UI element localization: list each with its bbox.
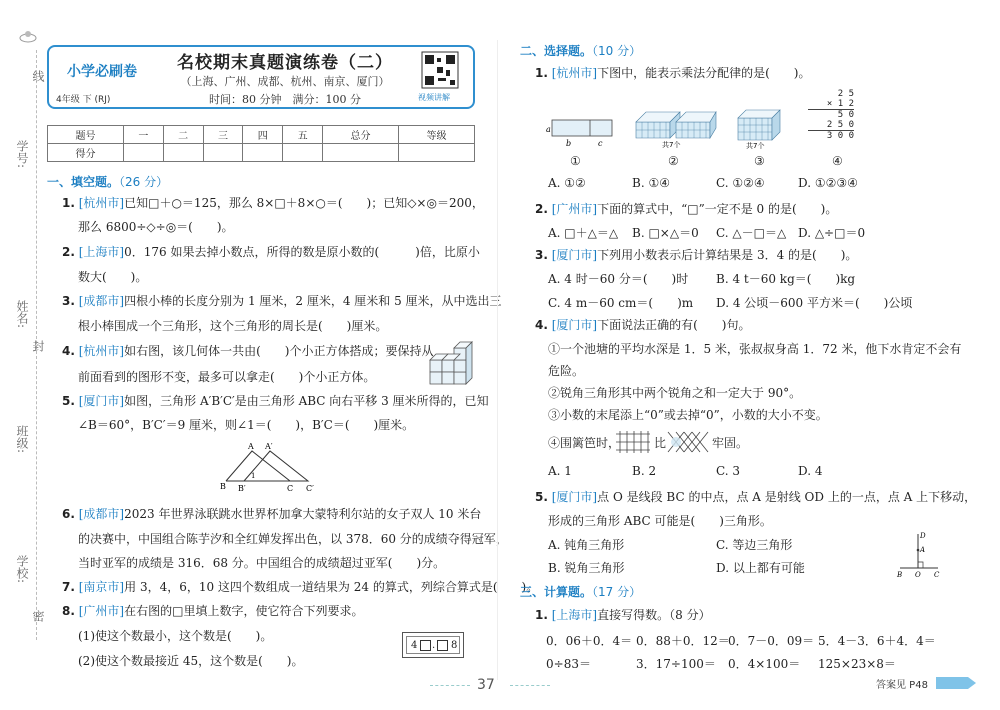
question-1-6 [62,505,481,523]
question-2-2 [535,200,837,218]
grade-label: 4年级 下 (RJ) [56,95,111,105]
table-header-cell: 二 [163,126,203,144]
table-header-cell: 三 [203,126,243,144]
statement-text: ④围篱笆时， [548,436,621,450]
score-cell[interactable] [322,144,398,162]
cube-blocks-figure-2 [632,104,718,148]
point-b-label: B [220,482,226,491]
point-a-label: A [920,546,926,554]
question-text: 下面说法正确的有( )句。 [597,318,751,332]
calc-line: 2 5 0 [808,120,854,131]
city-tag: [厦门市] [551,490,598,504]
question-number: 5. [535,490,548,504]
question-2-5 [535,488,976,506]
city-tag: [厦门市] [551,318,598,332]
option-a[interactable]: A. 钝角三角形 [548,538,625,552]
section-points: （26 分） [119,175,169,189]
digit-blank[interactable] [437,640,448,651]
table-header-cell: 一 [123,126,163,144]
page-number: 37 [477,677,495,693]
figure-number: ③ [754,154,765,168]
question-number: 1. [535,608,548,622]
answer-reference: 答案见 P48 [876,680,928,691]
digit-blank[interactable] [420,640,431,651]
figure-caption: 共7个 [662,141,681,149]
column-divider [497,40,498,680]
section-points: （17 分） [592,585,642,599]
city-tag: [上海市] [551,608,598,622]
section-title: 三、计算题。 [520,585,593,599]
calc-line: 5 0 [837,110,854,120]
question-text-line: 前面看到的图形不变，最多可以拿走( )个小正方体。 [78,370,376,384]
option-d[interactable]: D. ①②③④ [798,176,858,190]
video-explain-label[interactable]: 视频讲解 [418,93,450,102]
gutter-seal-label: 封 [31,340,45,352]
calc-item[interactable]: 3．17÷100＝ [636,657,716,671]
question-number: 1. [535,66,548,80]
page-title: 名校期末真题演练卷（二） [177,53,393,73]
option-d[interactable]: D. 4 [798,464,823,478]
calc-item[interactable]: 0．4×100＝ [728,657,801,671]
cube-blocks-figure-3 [734,104,786,148]
option-a[interactable]: A. □＋△＝△ [548,226,619,240]
question-1-4 [62,342,434,360]
city-tag: [成都市] [78,507,125,521]
page-subtitle: （上海、广州、成都、杭州、南京、厦门） [180,75,390,88]
point-d-label: D [920,532,926,540]
statement-2: ②锐角三角形其中两个锐角之和一定大于 90°。 [548,386,802,400]
question-text-line: 当时亚军的成绩是 316．68 分。中国组合的成绩超过亚军( )分。 [78,556,446,570]
question-number: 5. [62,394,75,408]
option-c[interactable]: C. 4 m－60 cm＝( )m [548,296,694,310]
question-2-3 [535,246,857,264]
question-1-8 [62,602,363,620]
point-a-prime-label: A′ [265,442,273,451]
side-c-label: c [598,139,603,148]
question-text-line: 的决赛中，中国组合陈芋汐和全红婵发挥出色，以 378．60 分的成绩夺得冠军， [78,532,508,546]
question-number: 3. [62,294,75,308]
question-number: 2. [535,202,548,216]
decimal-point: . [432,640,436,651]
statement-4-compare: 比 [654,436,667,450]
city-tag: [广州市] [551,202,598,216]
option-d[interactable]: D. 以上都有可能 [716,561,805,575]
section-fill-in-heading [47,173,168,190]
option-a[interactable]: A. ①② [548,176,586,190]
point-b-label: B [897,571,903,579]
statement-1-cont: 危险。 [548,364,585,378]
city-tag: [上海市] [78,245,125,259]
digit-left: 4 [411,640,418,651]
question-1-5 [62,392,489,410]
statement-1: ①一个池塘的平均水深是 1．5 米，张叔叔身高 1．72 米，他下水肯定不会有 [548,342,962,356]
option-b[interactable]: B. 4 t－60 kg＝( )kg [716,272,856,286]
point-o-label: O [915,571,921,579]
digit-right: 8 [451,640,458,651]
city-tag: [杭州市] [78,196,125,210]
score-cell[interactable] [283,144,323,162]
table-header-cell: 题号 [48,126,124,144]
option-d[interactable]: D. 4 公顷－600 平方米＝( )公顷 [716,296,913,310]
point-c-label: C [287,484,294,493]
question-text: 如右图，该几何体一共由( )个小正方体搭成；要保持从 [124,344,434,358]
calc-line: × 1 2 [808,99,854,110]
sub-question: (2)使这个数最接近 45，这个数是( )。 [78,654,304,668]
point-c-prime-label: C′ [306,484,314,493]
question-text-line: 数大( )。 [78,270,148,284]
calc-item[interactable]: 0．06＋0．4＝ [546,634,633,648]
question-1-7 [62,578,538,596]
student-id-label: 学号: [15,140,29,169]
score-cell[interactable] [243,144,283,162]
brand-label: 小学必刷卷 [50,59,154,85]
calc-item[interactable]: 5．4－3．6＋4．4＝ [818,634,936,648]
question-text: 直接写得数。（8 分） [597,608,711,622]
city-tag: [厦门市] [551,248,598,262]
score-table-row [48,144,475,162]
angle-1-label: 1 [251,472,256,480]
city-tag: [成都市] [78,294,125,308]
number-card-frame [402,632,464,658]
question-text: 四根小棒的长度分别为 1 厘米，2 厘米，4 厘米和 5 厘米，从中选出三 [124,294,502,308]
table-header-cell: 总分 [322,126,398,144]
figure-number: ① [570,154,581,168]
figure-caption: 共7个 [746,142,765,150]
option-a[interactable]: A. 4 时－60 分＝( )时 [548,272,689,286]
question-number: 4. [62,344,75,358]
section-choice-heading [520,42,641,59]
score-cell[interactable] [163,144,203,162]
calc-item[interactable]: 0．88＋0．12＝ [636,634,730,648]
city-tag: [杭州市] [551,66,598,80]
option-c[interactable]: C. ①②④ [716,176,765,190]
table-header-cell: 四 [243,126,283,144]
ray-od-figure [896,530,942,578]
calc-item[interactable]: 0．7－0．09＝ [728,634,815,648]
footer-rule-right [510,685,550,686]
city-tag: [广州市] [78,604,125,618]
section-title: 一、填空题。 [47,175,120,189]
question-text: 如图，三角形 A′B′C′是由三角形 ABC 向右平移 3 厘米所得的，已知 [124,394,489,408]
option-a[interactable]: A. 1 [548,464,572,478]
binding-ring-icon [18,26,38,48]
option-c[interactable]: C. △－□＝△ [716,226,787,240]
question-3-1 [535,606,711,624]
translated-triangles-figure [218,441,322,497]
question-text: 0．176 如果去掉小数点，所得的数是原小数的( )倍，比原小 [124,245,480,259]
point-c-label: C [934,571,940,579]
score-cell[interactable] [203,144,243,162]
option-b[interactable]: B. 2 [632,464,657,478]
question-2-1 [535,64,811,82]
question-text-line: ∠B＝60°，B′C′＝9 厘米，则∠1＝( )，B′C＝( )厘米。 [78,418,415,432]
score-row-label: 得分 [48,144,124,162]
question-text: 下面的算式中，“□”一定不是 0 的是( )。 [597,202,838,216]
arrow-right-icon [936,677,976,689]
section-title: 二、选择题。 [520,44,593,58]
exam-meta: 时间：80 分钟 满分：100 分 [209,93,361,106]
question-1-2 [62,243,480,261]
gutter-secret-label: 密 [31,610,45,622]
figure-number: ② [668,154,679,168]
qr-code-icon[interactable] [422,52,458,90]
option-c[interactable]: C. 3 [716,464,741,478]
question-1-3 [62,292,502,310]
section-calc-heading [520,583,641,600]
question-number: 2. [62,245,75,259]
city-tag: [厦门市] [78,394,125,408]
option-b[interactable]: B. ①④ [632,176,670,190]
question-number: 1. [62,196,75,210]
figure-number: ④ [832,154,843,168]
question-text: 点 O 是线段 BC 的中点，点 A 是射线 OD 上的一点，点 A 上下移动， [597,490,977,504]
calc-line: 3 0 0 [826,131,854,141]
score-table-header-row [48,126,475,144]
question-text: 在右图的□里填上数字，使它符合下列要求。 [124,604,364,618]
statement-4 [548,434,620,452]
calc-item[interactable]: 0÷83＝ [546,657,591,671]
table-header-cell: 五 [283,126,323,144]
question-number: 7. [62,580,75,594]
school-label: 学校: [15,555,29,584]
rectangle-figure [546,112,618,158]
question-text: 下列用小数表示后计算结果是 3．4 的是( )。 [597,248,858,262]
name-label: 姓名: [15,300,29,329]
point-a-label: A [248,442,254,451]
footer-rule-left [430,685,470,686]
statement-4-end: 牢固。 [712,436,749,450]
option-b[interactable]: B. 锐角三角形 [548,561,625,575]
question-number: 6. [62,507,75,521]
score-cell[interactable] [398,144,474,162]
number-card [406,636,460,654]
point-b-prime-label: B′ [238,484,246,493]
question-text: 用 3，4，6，10 这四个数组成一道结果为 24 的算式，列综合算式是( )。 [124,580,539,594]
city-tag: [南京市] [78,580,125,594]
question-text-line: 那么 6800÷◇÷◎＝( )。 [78,220,234,234]
question-text: 已知□＋○＝125，那么 8×□＋8×○＝( )；已知◇×◎＝200， [124,196,484,210]
option-c[interactable]: C. 等边三角形 [716,538,793,552]
question-number: 4. [535,318,548,332]
question-1-1 [62,194,484,212]
question-text: 2023 年世界泳联跳水世界杯加拿大蒙特利尔站的女子双人 10 米台 [124,507,482,521]
city-tag: [杭州市] [78,344,125,358]
side-a-label: a [546,125,551,134]
gutter-line-label: 线 [31,70,45,82]
statement-3: ③小数的末尾添上“0”或去掉“0”，小数的大小不变。 [548,408,828,422]
question-text-line: 根小棒围成一个三角形，这个三角形的周长是( )厘米。 [78,319,388,333]
score-table [47,125,475,162]
question-number: 3. [535,248,548,262]
question-number: 8. [62,604,75,618]
side-b-label: b [566,139,572,148]
vertical-multiplication [808,89,854,141]
class-label: 班级: [15,425,29,454]
question-2-4 [535,316,751,334]
cube-stack-figure [428,338,474,388]
question-text-line: 形成的三角形 ABC 可能是( )三角形。 [548,514,772,528]
square-fence-icon [614,430,652,454]
sub-question: (1)使这个数最小，这个数是( )。 [78,629,273,643]
question-text: 下图中，能表示乘法分配律的是( )。 [597,66,811,80]
score-cell[interactable] [123,144,163,162]
diagonal-fence-icon [666,430,710,454]
option-b[interactable]: B. □×△＝0 [632,226,699,240]
section-points: （10 分） [592,44,642,58]
option-d[interactable]: D. △÷□＝0 [798,226,866,240]
calc-line: 2 5 [837,89,854,99]
table-header-cell: 等级 [398,126,474,144]
calc-item[interactable]: 125×23×8＝ [818,657,896,671]
